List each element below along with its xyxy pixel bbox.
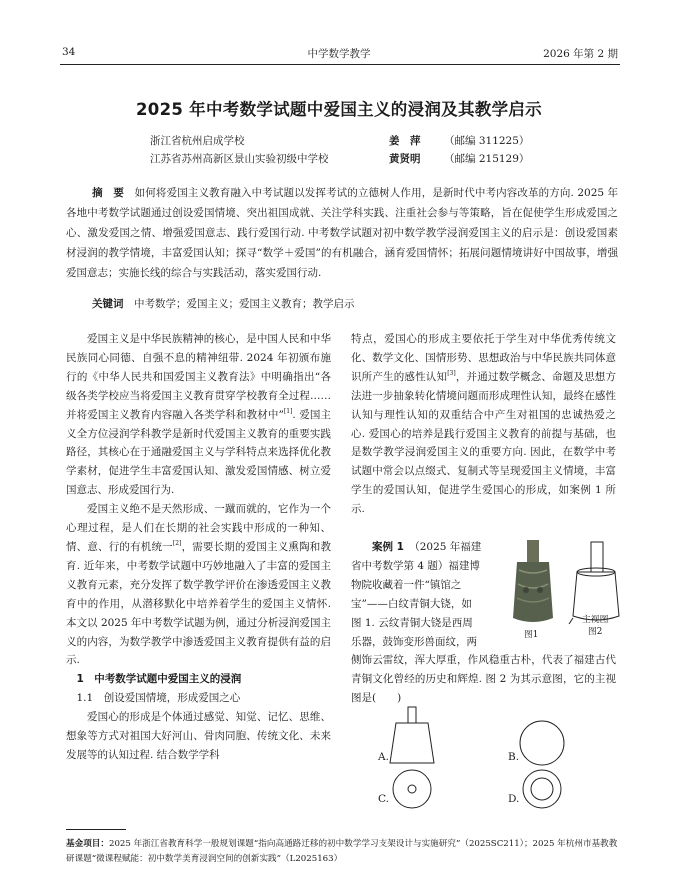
header-rule <box>60 64 620 65</box>
abstract-label: 摘 要 <box>92 187 125 199</box>
case-1: 案例 1 （2025 年福建 省中考数学第 4 题）福建博 物院收藏着一件“镇馆之 宝”——白纹青铜大铙，如 图 1. 云纹青铜大铙是西周 乐器，鼓饰变形兽面纹，两 侧饰云雷纹，浑大厚重，作风稳重古朴，代表了福建古代青铜文化曾经的历史和辉煌. 图 2 为其示意图，它的主视图是( ) <box>351 538 616 708</box>
fund-text: 2025 年浙江省教育科学一般规划课题“指向高通路迁移的初中数学学习支架设计与实施研究”（2025SC211）；2025 年杭州市基教教研课题“微课程赋能：初中数学美育浸润空间的创新实践”（L2025163） <box>66 839 618 864</box>
keywords <box>92 296 355 311</box>
author-affiliation-2: 江苏省苏州高新区景山实验初级中学校 <box>150 153 329 165</box>
option-a-figure <box>390 707 434 763</box>
right-column <box>351 330 616 519</box>
body-paragraph: 爱国主义绝不是天然形成、一蹴而就的，它作为一个心理过程，是人们在长期的社会实践中形成的一种知、情、意、行的有机统一[2]，需要长期的爱国主义熏陶和教育. 近年来，中考数学试题中巧妙地融入了丰富的爱国主义教育元素，充分发挥了数学教学评价在渗透爱国主义教育中的作用，从潜移默化中培养着学生的爱国主义情怀. 本文以 2025 年中考数学试题为例，通过分析浸润爱国主义的内容，为数学教学中渗透爱国主义教育提供有益的启示. <box>66 503 331 667</box>
footnote-rule <box>66 829 126 830</box>
citation-ref: [1] <box>283 407 293 415</box>
article-title: 2025 年中考数学试题中爱国主义的浸润及其教学启示 <box>136 100 542 119</box>
citation-ref: [3] <box>447 369 456 377</box>
figure-1-caption: 图1 <box>524 630 539 640</box>
citation-ref: [2] <box>172 539 182 547</box>
abstract-text: 如何将爱国主义教育融入中考试题以发挥考试的立德树人作用，是新时代中考内容改革的方向. 2025 年各地中考数学试题通过创设爱国情境、突出祖国成就、关注学科实践、注重社会参与等策略，旨在促使学生形成爱国之心、激发爱国之情、增强爱国意志、践行爱国行动. 中考数学试题对初中数学教学浸润爱国主义的启示是：创设爱国素材浸润的教学情境，丰富爱国认知；探寻“数学＋爱国”的有机融合，涵育爱国情怀；拓展问题情境讲好中国故事，增强爱国意志；实施长线的综合与实践活动，落实爱国行动. <box>66 187 619 279</box>
body-paragraph: 爱国心的形成是个体通过感觉、知觉、记忆、思维、想象等方式对祖国大好河山、骨肉同胞、传统文化、未来发展等的认知过程. 结合数学学科 <box>66 711 331 761</box>
option-b-figure <box>520 721 564 765</box>
fund-note <box>66 837 618 867</box>
option-c-figure <box>393 770 431 808</box>
fund-label: 基金项目： <box>66 839 109 849</box>
keywords-label: 关键词 <box>92 298 124 310</box>
case-label: 案例 1 <box>372 541 404 553</box>
left-column <box>66 330 331 765</box>
bronze-bell-photo <box>513 540 553 622</box>
option-d-label: D. <box>508 793 520 805</box>
bell-diagram <box>569 542 619 624</box>
body-paragraph: 特点，爱国心的形成主要依托于学生对中华优秀传统文化、数学文化、国情形势、思想政治与中华民族共同体意识所产生的感性认知[3]，并通过数学概念、命题及思想方法进一步抽象转化情境问题而形成理性认知，最终在感性认知与理性认知的双重结合中产生对祖国的忠诚热爱之心. 爱国心的培养是践行爱国主义教育的前提与基础，也是数学教学浸润爱国主义的重要方向. 因此，在数学中考试题中常会以点缀式、复制式等呈现爱国主义情境，丰富学生的爱国认知，促进学生爱国心的形成，如案例 1 所示. <box>351 333 616 516</box>
body-paragraph: 爱国主义是中华民族精神的核心，是中国人民和中华民族同心同德、自强不息的精神纽带. 2024 年初颁布施行的《中华人民共和国爱国主义教育法》中明确指出“各级各类学校应当将爱国主义教育贯穿学校教育全过程……并将爱国主义教育内容融入各类学科和教材中”[1]. 爱国主义全方位浸润学科教学是新时代爱国主义教育的重要实践路径，其核心在于通融爱国主义与学科特点来选择优化教学素材，促进学生丰富爱国认知、激发爱国情感、树立爱国意志、形成爱国行为. <box>66 333 331 497</box>
section-heading: 1 中考数学试题中爱国主义的浸润 <box>76 673 242 686</box>
case-text: 侧饰云雷纹，浑大厚重，作风稳重古朴，代表了福建古代青铜文化曾经的历史和辉煌. 图 2 为其示意图，它的主视图是( ) <box>351 654 616 705</box>
option-a-label: A. <box>378 751 389 763</box>
option-d-figure <box>523 770 561 808</box>
option-b-label: B. <box>508 751 520 763</box>
author-affiliation-1: 浙江省杭州启成学校 <box>150 135 245 147</box>
keywords-text: 中考数学；爱国主义；爱国主义教育；教学启示 <box>134 298 355 310</box>
author-name-1: 姜 萍 <box>389 135 421 147</box>
answer-options <box>370 705 620 815</box>
author-postcode-1: （邮编 311225） <box>444 135 530 147</box>
abstract <box>66 183 618 283</box>
page-number: 34 <box>62 46 76 58</box>
option-c-label: C. <box>378 793 389 805</box>
author-name-2: 黄贤明 <box>389 153 421 165</box>
journal-name: 中学数学教学 <box>307 48 371 60</box>
figure-2-caption: 主视图 图2 <box>582 615 609 637</box>
issue-label: 2026 年第 2 期 <box>543 48 618 60</box>
author-postcode-2: （邮编 215129） <box>444 153 530 165</box>
subsection-heading: 1.1 创设爱国情境，形成爱国之心 <box>76 692 241 705</box>
